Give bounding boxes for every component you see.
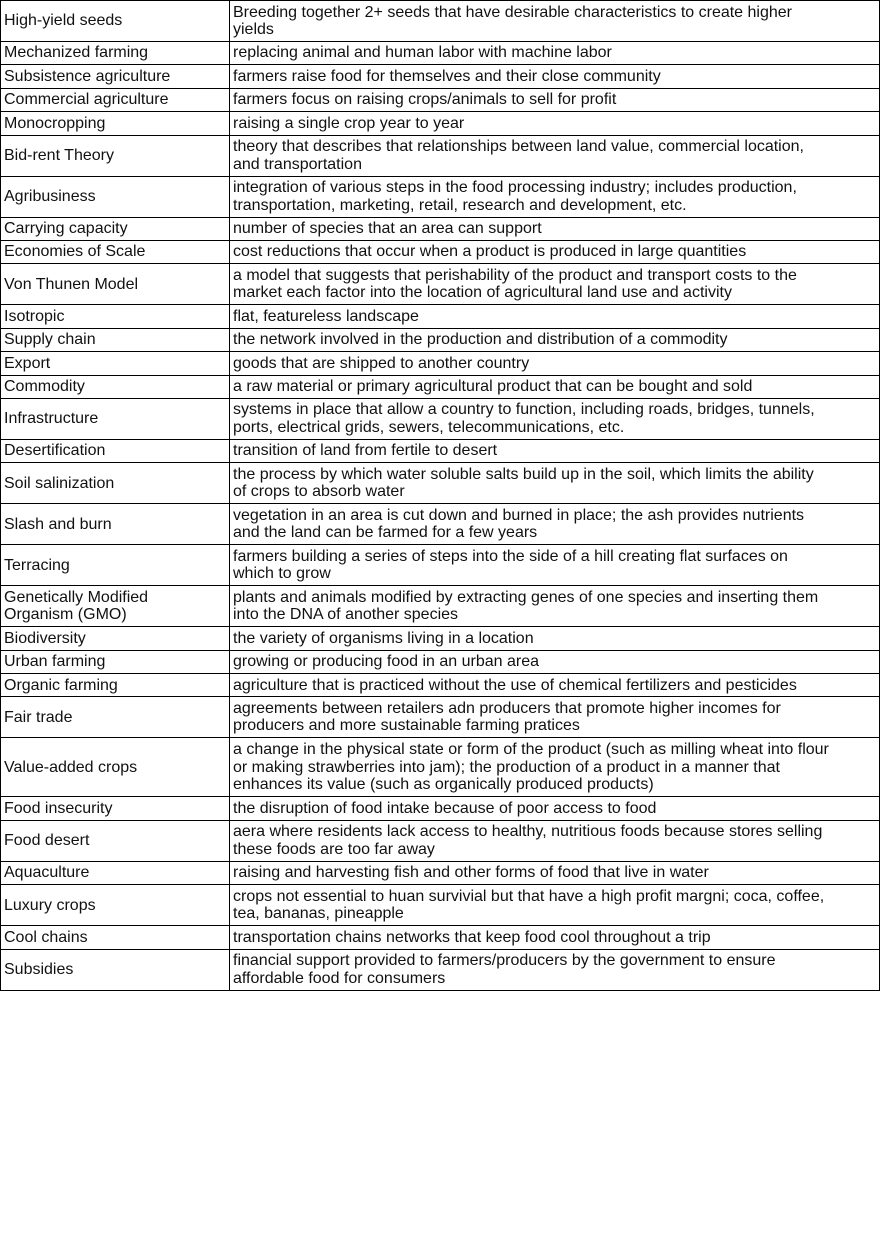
term-cell: Urban farming: [1, 650, 230, 673]
table-row: [1, 820, 880, 861]
term-cell: Value-added crops: [1, 738, 230, 797]
term-cell: Fair trade: [1, 697, 230, 738]
definition-cell: aera where residents lack access to healthy, nutritious foods because stores selling these foods are too far away: [230, 820, 880, 861]
definition-cell: Breeding together 2+ seeds that have desirable characteristics to create higher yields: [230, 1, 880, 42]
definition-cell: financial support provided to farmers/producers by the government to ensure affordable food for consumers: [230, 949, 880, 990]
table-row: [1, 135, 880, 176]
table-row: [1, 439, 880, 462]
definition-cell: systems in place that allow a country to function, including roads, bridges, tunnels, ports, electrical grids, sewers, telecommunications, etc.: [230, 398, 880, 439]
definition-cell: agreements between retailers adn producers that promote higher incomes for producers and more sustainable farming pratices: [230, 697, 880, 738]
table-row: [1, 217, 880, 240]
table-row: [1, 375, 880, 398]
definition-cell: the variety of organisms living in a location: [230, 627, 880, 650]
table-row: [1, 545, 880, 586]
definition-cell: raising and harvesting fish and other forms of food that live in water: [230, 861, 880, 884]
table-row: [1, 240, 880, 263]
table-row: [1, 88, 880, 111]
term-cell: Organic farming: [1, 674, 230, 697]
definition-cell: replacing animal and human labor with machine labor: [230, 42, 880, 65]
vocabulary-table-body: [1, 1, 880, 991]
definition-cell: crops not essential to huan survivial but that have a high profit margni; coca, coffee, tea, bananas, pineapple: [230, 885, 880, 926]
definition-cell: the disruption of food intake because of poor access to food: [230, 797, 880, 820]
definition-cell: the process by which water soluble salts build up in the soil, which limits the ability of crops to absorb water: [230, 463, 880, 504]
table-row: [1, 697, 880, 738]
definition-cell: agriculture that is practiced without the use of chemical fertilizers and pesticides: [230, 674, 880, 697]
term-cell: Supply chain: [1, 328, 230, 351]
term-cell: Carrying capacity: [1, 217, 230, 240]
definition-cell: a model that suggests that perishability of the product and transport costs to the market each factor into the location of agricultural land use and activity: [230, 264, 880, 305]
term-cell: Biodiversity: [1, 627, 230, 650]
definition-cell: growing or producing food in an urban area: [230, 650, 880, 673]
table-row: [1, 42, 880, 65]
table-row: [1, 176, 880, 217]
term-cell: Slash and burn: [1, 504, 230, 545]
term-cell: Mechanized farming: [1, 42, 230, 65]
table-row: [1, 650, 880, 673]
term-cell: Luxury crops: [1, 885, 230, 926]
term-cell: Commercial agriculture: [1, 88, 230, 111]
definition-cell: cost reductions that occur when a product is produced in large quantities: [230, 240, 880, 263]
table-row: [1, 264, 880, 305]
definition-cell: the network involved in the production and distribution of a commodity: [230, 328, 880, 351]
definition-cell: farmers raise food for themselves and their close community: [230, 65, 880, 88]
definition-cell: farmers focus on raising crops/animals to sell for profit: [230, 88, 880, 111]
definition-cell: integration of various steps in the food processing industry; includes production, transportation, marketing, retail, research and development, etc.: [230, 176, 880, 217]
term-cell: Infrastructure: [1, 398, 230, 439]
table-row: [1, 65, 880, 88]
term-cell: Genetically Modified Organism (GMO): [1, 586, 230, 627]
definition-cell: raising a single crop year to year: [230, 112, 880, 135]
table-row: [1, 738, 880, 797]
table-row: [1, 504, 880, 545]
definition-cell: plants and animals modified by extracting genes of one species and inserting them into the DNA of another species: [230, 586, 880, 627]
term-cell: Food insecurity: [1, 797, 230, 820]
definition-cell: vegetation in an area is cut down and burned in place; the ash provides nutrients and the land can be farmed for a few years: [230, 504, 880, 545]
term-cell: Bid-rent Theory: [1, 135, 230, 176]
definition-cell: a change in the physical state or form of the product (such as milling wheat into flour or making strawberries into jam); the production of a product in a manner that enhances its value (such as organically produced products): [230, 738, 880, 797]
table-row: [1, 797, 880, 820]
term-cell: Export: [1, 352, 230, 375]
term-cell: Economies of Scale: [1, 240, 230, 263]
table-row: [1, 674, 880, 697]
term-cell: Soil salinization: [1, 463, 230, 504]
definition-cell: goods that are shipped to another country: [230, 352, 880, 375]
definition-cell: transportation chains networks that keep food cool throughout a trip: [230, 926, 880, 949]
table-row: [1, 926, 880, 949]
definition-cell: theory that describes that relationships between land value, commercial location, and transportation: [230, 135, 880, 176]
definition-cell: number of species that an area can support: [230, 217, 880, 240]
term-cell: Isotropic: [1, 305, 230, 328]
table-row: [1, 885, 880, 926]
table-row: [1, 352, 880, 375]
term-cell: Von Thunen Model: [1, 264, 230, 305]
definition-cell: flat, featureless landscape: [230, 305, 880, 328]
term-cell: Subsistence agriculture: [1, 65, 230, 88]
term-cell: Food desert: [1, 820, 230, 861]
table-row: [1, 328, 880, 351]
definition-cell: a raw material or primary agricultural product that can be bought and sold: [230, 375, 880, 398]
table-row: [1, 586, 880, 627]
table-row: [1, 305, 880, 328]
term-cell: Desertification: [1, 439, 230, 462]
term-cell: Terracing: [1, 545, 230, 586]
table-row: [1, 463, 880, 504]
term-cell: High-yield seeds: [1, 1, 230, 42]
definition-cell: farmers building a series of steps into the side of a hill creating flat surfaces on which to grow: [230, 545, 880, 586]
term-cell: Agribusiness: [1, 176, 230, 217]
term-cell: Aquaculture: [1, 861, 230, 884]
table-row: [1, 112, 880, 135]
table-row: [1, 1, 880, 42]
term-cell: Monocropping: [1, 112, 230, 135]
term-cell: Cool chains: [1, 926, 230, 949]
table-row: [1, 398, 880, 439]
term-cell: Subsidies: [1, 949, 230, 990]
term-cell: Commodity: [1, 375, 230, 398]
table-row: [1, 949, 880, 990]
table-row: [1, 627, 880, 650]
definition-cell: transition of land from fertile to desert: [230, 439, 880, 462]
table-row: [1, 861, 880, 884]
